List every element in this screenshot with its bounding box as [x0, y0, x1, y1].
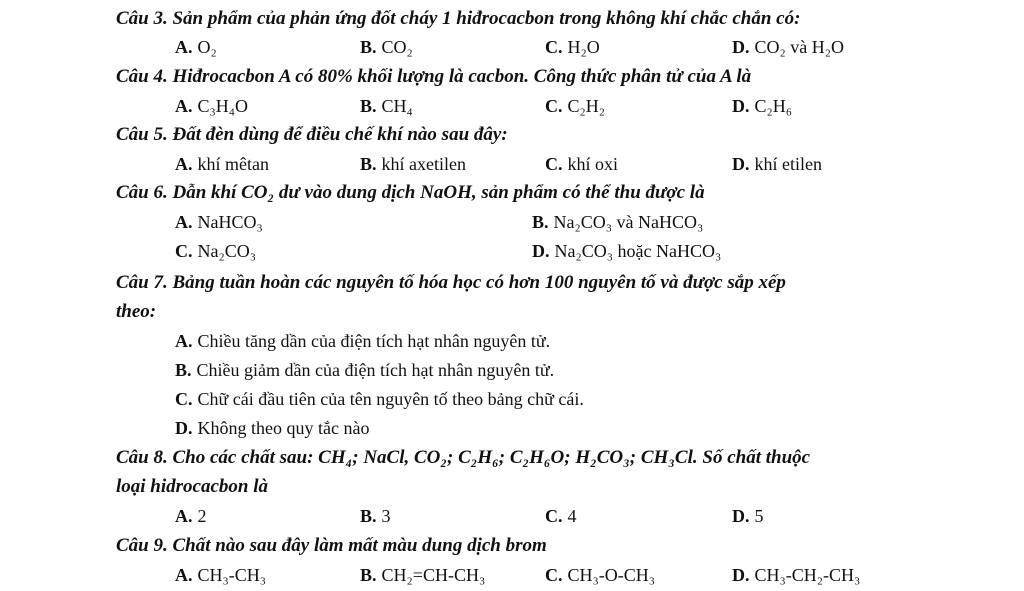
q3-option-b [360, 36, 413, 58]
question-6-stem: Câu 6. Dẫn khí CO₂ dư vào dung dịch NaOH, sản phẩm có thể thu được là [116, 182, 705, 203]
question-7-stem-line1: Câu 7. Bảng tuần hoàn các nguyên tố hóa học có hơn 100 nguyên tố và được sắp xếp [116, 272, 786, 293]
option-text: Không theo quy tắc nào [197, 418, 370, 438]
option-text: CO₂ [381, 37, 413, 57]
option-key: B. [360, 154, 377, 174]
option-text: Chiều tăng dần của điện tích hạt nhân nguyên tử. [197, 331, 551, 351]
option-key: A. [175, 565, 193, 585]
option-text: Na₂CO₃ hoặc NaHCO₃ [554, 241, 722, 261]
q6-option-d [532, 240, 721, 262]
option-text: CH₄ [381, 96, 413, 116]
option-key: A. [175, 331, 193, 351]
question-5-stem: Câu 5. Đất đèn dùng để điều chế khí nào sau đây: [116, 124, 508, 145]
question-9-stem: Câu 9. Chất nào sau đây làm mất màu dung dịch brom [116, 535, 547, 556]
q5-option-d [732, 153, 822, 175]
option-key: C. [545, 506, 563, 526]
option-text: 5 [754, 506, 764, 526]
option-key: D. [732, 96, 750, 116]
option-key: B. [360, 565, 377, 585]
option-key: B. [532, 212, 549, 232]
option-text: C₃H₄O [197, 96, 249, 116]
option-key: B. [360, 37, 377, 57]
option-text: C₂H₆ [754, 96, 793, 116]
q4-option-d [732, 95, 792, 117]
option-text: 3 [381, 506, 391, 526]
question-3-stem: Câu 3. Sản phẩm của phản ứng đốt cháy 1 hiđrocacbon trong không khí chắc chắn có: [116, 8, 801, 29]
option-key: C. [545, 154, 563, 174]
q4-option-c [545, 95, 605, 117]
option-key: A. [175, 96, 193, 116]
option-key: B. [360, 506, 377, 526]
q6-option-b [532, 211, 703, 233]
q7-option-a [175, 330, 550, 352]
option-key: A. [175, 154, 193, 174]
option-text: NaHCO₃ [197, 212, 263, 232]
question-8-stem-line1: Câu 8. Cho các chất sau: CH₄; NaCl, CO₂; C₂H₆; C₂H₆O; H₂CO₃; CH₃Cl. Số chất thuộc [116, 447, 811, 468]
question-4-stem: Câu 4. Hiđrocacbon A có 80% khối lượng là cacbon. Công thức phân tử của A là [116, 66, 752, 87]
option-text: khí mêtan [197, 154, 269, 174]
option-key: D. [732, 154, 750, 174]
q7-option-c [175, 388, 584, 410]
option-key: D. [532, 241, 550, 261]
question-8-stem-line2: loại hidrocacbon là [116, 476, 269, 497]
option-text: Na₂CO₃ và NaHCO₃ [553, 212, 704, 232]
option-text: H₂O [567, 37, 600, 57]
question-7-stem-line2: theo: [116, 301, 157, 322]
q8-option-a [175, 505, 207, 527]
option-text: Chữ cái đầu tiên của tên nguyên tố theo bảng chữ cái. [197, 389, 584, 409]
option-key: C. [175, 389, 193, 409]
q8-option-b [360, 505, 391, 527]
q3-option-c [545, 36, 600, 58]
option-key: D. [175, 418, 193, 438]
option-key: B. [175, 360, 192, 380]
option-text: CH₃-CH₃ [197, 565, 267, 585]
option-text: Na₂CO₃ [197, 241, 257, 261]
q7-option-b [175, 359, 554, 381]
option-text: CH₃-O-CH₃ [567, 565, 656, 585]
q9-option-b [360, 564, 485, 586]
q6-option-a [175, 211, 263, 233]
q3-option-a [175, 36, 217, 58]
option-text: CH₂=CH-CH₃ [381, 565, 486, 585]
option-text: khí oxi [567, 154, 619, 174]
q4-option-b [360, 95, 413, 117]
q9-option-d [732, 564, 860, 586]
q9-option-c [545, 564, 655, 586]
option-key: D. [732, 37, 750, 57]
option-key: B. [360, 96, 377, 116]
option-text: khí etilen [754, 154, 822, 174]
q8-option-d [732, 505, 764, 527]
q7-option-d [175, 417, 369, 439]
q5-option-b [360, 153, 466, 175]
option-key: C. [175, 241, 193, 261]
q5-option-c [545, 153, 618, 175]
option-key: A. [175, 37, 193, 57]
option-key: D. [732, 565, 750, 585]
option-text: C₂H₂ [567, 96, 606, 116]
option-text: CO₂ và H₂O [754, 37, 845, 57]
q8-option-c [545, 505, 577, 527]
option-key: C. [545, 37, 563, 57]
option-key: A. [175, 212, 193, 232]
option-text: Chiều giảm dần của điện tích hạt nhân nguyên tử. [196, 360, 555, 380]
option-text: 2 [197, 506, 207, 526]
option-key: A. [175, 506, 193, 526]
option-text: khí axetilen [381, 154, 466, 174]
option-text: O₂ [197, 37, 217, 57]
q3-option-d [732, 36, 844, 58]
option-key: D. [732, 506, 750, 526]
q9-option-a [175, 564, 266, 586]
option-text: CH₃-CH₂-CH₃ [754, 565, 861, 585]
option-key: C. [545, 96, 563, 116]
option-key: C. [545, 565, 563, 585]
q5-option-a [175, 153, 269, 175]
q4-option-a [175, 95, 248, 117]
q6-option-c [175, 240, 256, 262]
option-text: 4 [567, 506, 577, 526]
